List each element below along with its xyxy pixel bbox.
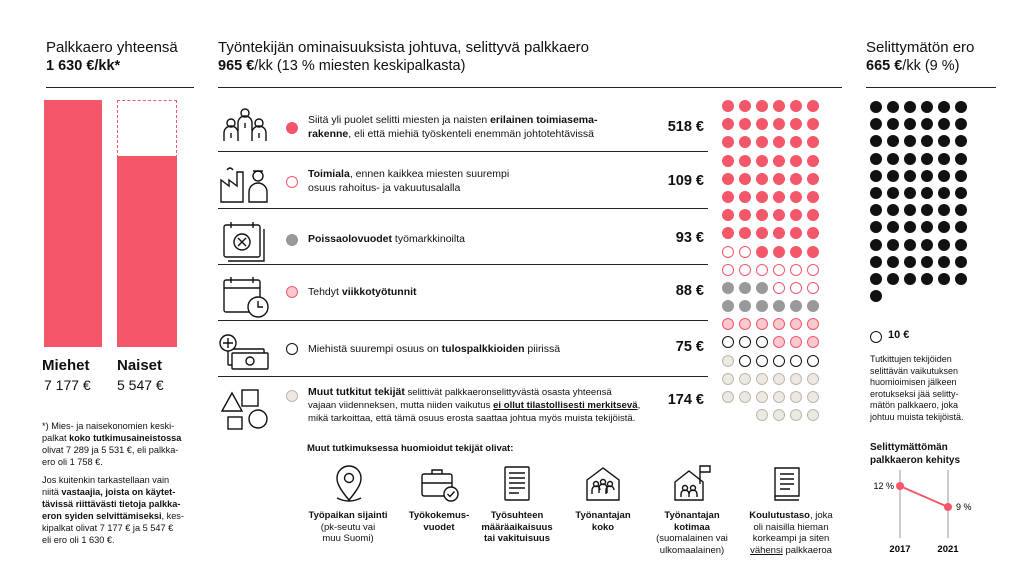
euro-dot — [756, 246, 768, 258]
unexplained-euro-dot — [938, 187, 950, 199]
unexplained-euro-dot — [938, 239, 950, 251]
unexplained-euro-dot — [938, 221, 950, 233]
explained-gap-value: 965 €/kk (13 % miesten keskipalkasta) — [218, 58, 466, 74]
row-divider — [218, 208, 708, 209]
unexplained-euro-dot — [938, 170, 950, 182]
shapes-icon — [218, 387, 272, 431]
unexplained-euro-dot — [921, 101, 933, 113]
unexplained-euro-dot — [921, 153, 933, 165]
unexplained-euro-dot — [904, 170, 916, 182]
explained-gap-title: Työntekijän ominaisuuksista johtuva, selittyvä palkkaero — [218, 39, 590, 56]
euro-dot — [773, 118, 785, 130]
euro-dot — [773, 191, 785, 203]
euro-dot — [756, 118, 768, 130]
unexplained-euro-dot — [955, 118, 967, 130]
unexplained-dot-grid — [870, 101, 967, 302]
unexplained-euro-dot — [955, 170, 967, 182]
unexplained-euro-dot — [870, 135, 882, 147]
left-divider — [46, 87, 194, 88]
row-text: Tehdyt viikkotyötunnit — [308, 286, 417, 298]
euro-dot — [807, 373, 819, 385]
euro-dot — [739, 100, 751, 112]
euro-dot — [739, 300, 751, 312]
euro-dot — [790, 355, 802, 367]
euro-dot — [773, 355, 785, 367]
briefcase-check-icon — [419, 464, 459, 504]
unexplained-euro-dot — [921, 239, 933, 251]
euro-dot — [756, 318, 768, 330]
euro-dot — [790, 209, 802, 221]
unexplained-euro-dot — [870, 170, 882, 182]
euro-dot — [722, 246, 734, 258]
unexplained-euro-dot — [870, 118, 882, 130]
euro-dot — [790, 391, 802, 403]
unexplained-euro-dot — [921, 204, 933, 216]
euro-dot — [773, 318, 785, 330]
unexplained-euro-dot — [938, 273, 950, 285]
unexplained-euro-dot — [870, 290, 882, 302]
unexplained-euro-dot — [904, 239, 916, 251]
euro-dot — [790, 264, 802, 276]
row-divider — [218, 320, 708, 321]
euro-dot — [807, 100, 819, 112]
euro-dot — [739, 318, 751, 330]
unexplained-euro-dot — [955, 204, 967, 216]
unexplained-euro-dot — [904, 204, 916, 216]
euro-dot — [722, 336, 734, 348]
euro-dot — [739, 191, 751, 203]
women-bar — [117, 156, 177, 347]
trend-label-2021: 9 % — [956, 502, 972, 512]
unexplained-euro-dot — [955, 153, 967, 165]
euro-dot — [739, 155, 751, 167]
legend-value: 10 € — [888, 329, 910, 341]
trend-point-2021 — [944, 503, 952, 511]
unexplained-euro-dot — [870, 187, 882, 199]
women-value: 5 547 € — [117, 377, 164, 393]
factor-row-absence — [218, 212, 708, 272]
euro-dot — [722, 373, 734, 385]
unexplained-euro-dot — [921, 118, 933, 130]
euro-dot — [739, 209, 751, 221]
euro-dot — [807, 246, 819, 258]
unexplained-euro-dot — [904, 256, 916, 268]
euro-dot — [807, 318, 819, 330]
euro-dot — [773, 155, 785, 167]
row-value: 518 € — [667, 119, 704, 135]
euro-dot — [807, 173, 819, 185]
row-text: Toimiala, ennen kaikkea miesten suurempi osuus rahoitus- ja vakuutusalalla — [308, 168, 510, 194]
euro-dot — [773, 246, 785, 258]
unexplained-euro-dot — [887, 239, 899, 251]
row-legend-dot — [286, 234, 298, 246]
euro-dot — [790, 118, 802, 130]
unexplained-euro-dot — [921, 187, 933, 199]
trend-title: Selittymättömän palkkaeron kehitys — [870, 442, 961, 466]
euro-dot — [756, 100, 768, 112]
euro-dot — [739, 282, 751, 294]
euro-dot — [807, 282, 819, 294]
euro-dot — [722, 173, 734, 185]
euro-dot — [756, 409, 768, 421]
euro-dot — [739, 118, 751, 130]
euro-dot — [807, 227, 819, 239]
trend-chart — [866, 470, 986, 558]
footnote-2: Jos kuitenkin tarkastellaan vain niitä vastaajia, joista on käytet- tävissä riittävästi tietoja palkka- eron syiden selvittämiseksi, kes- kipalkat olivat 7 177 € ja 5 547 € eli ero oli 1 630 €. — [42, 475, 184, 545]
money-plus-icon — [218, 331, 272, 375]
row-legend-dot — [286, 286, 298, 298]
euro-dot — [807, 391, 819, 403]
euro-dot — [773, 209, 785, 221]
euro-dot — [722, 136, 734, 148]
unexplained-euro-dot — [887, 170, 899, 182]
unexplained-euro-dot — [921, 256, 933, 268]
euro-dot — [739, 246, 751, 258]
euro-dot — [807, 355, 819, 367]
factor-education: Koulutustaso, joka oli naisilla hieman korkeampi ja siten vähensi palkkaeroa — [749, 510, 833, 556]
euro-dot — [790, 191, 802, 203]
euro-dot — [739, 227, 751, 239]
euro-dot — [739, 391, 751, 403]
euro-dot — [739, 373, 751, 385]
unexplained-gap-title: Selittymätön ero — [866, 39, 975, 56]
euro-dot — [773, 100, 785, 112]
euro-dot — [790, 136, 802, 148]
euro-dot — [807, 409, 819, 421]
euro-dot — [807, 300, 819, 312]
row-legend-dot — [286, 176, 298, 188]
unexplained-euro-dot — [921, 273, 933, 285]
building-people-icon — [583, 464, 623, 504]
row-legend-dot — [286, 122, 298, 134]
euro-dot — [756, 191, 768, 203]
euro-dot — [756, 173, 768, 185]
unexplained-euro-dot — [870, 273, 882, 285]
euro-dot — [722, 100, 734, 112]
factor-contract: Työsuhteen määräaikaisuus tai vakituisuus — [481, 510, 553, 544]
unexplained-euro-dot — [904, 273, 916, 285]
euro-dot — [756, 227, 768, 239]
unexplained-euro-dot — [955, 135, 967, 147]
unexplained-euro-dot — [955, 239, 967, 251]
euro-dot — [807, 209, 819, 221]
footnote-1: *) Mies- ja naisekonomien keski- palkat koko tutkimusaineistossa olivat 7 289 ja 5 531 €, eli palkka- ero oli 1 758 €. — [42, 421, 182, 467]
unexplained-euro-dot — [870, 256, 882, 268]
unexplained-euro-dot — [904, 118, 916, 130]
women-label: Naiset — [117, 357, 163, 374]
people-hierarchy-icon — [218, 105, 272, 149]
calendar-clock-icon — [218, 275, 272, 319]
factor-experience: Työkokemus- vuodet — [408, 510, 470, 533]
unexplained-euro-dot — [887, 153, 899, 165]
men-bar — [44, 100, 102, 347]
unexplained-euro-dot — [870, 204, 882, 216]
euro-dot — [756, 355, 768, 367]
unexplained-euro-dot — [955, 273, 967, 285]
unexplained-euro-dot — [904, 187, 916, 199]
unexplained-euro-dot — [870, 239, 882, 251]
euro-dot — [756, 209, 768, 221]
unexplained-euro-dot — [921, 135, 933, 147]
unexplained-euro-dot — [904, 221, 916, 233]
euro-dot — [739, 355, 751, 367]
euro-dot — [790, 336, 802, 348]
euro-dot — [756, 155, 768, 167]
unexplained-euro-dot — [904, 101, 916, 113]
euro-dot — [807, 336, 819, 348]
right-divider — [866, 87, 996, 88]
unexplained-euro-dot — [887, 204, 899, 216]
euro-dot — [790, 318, 802, 330]
euro-dot — [790, 100, 802, 112]
factor-row-other — [218, 380, 708, 436]
row-divider — [218, 151, 708, 152]
book-icon — [767, 464, 807, 504]
euro-dot — [739, 336, 751, 348]
factor-row-bonus — [218, 324, 708, 384]
euro-dot — [773, 373, 785, 385]
unexplained-euro-dot — [955, 221, 967, 233]
euro-dot — [790, 155, 802, 167]
location-pin-icon — [329, 464, 369, 504]
unexplained-euro-dot — [938, 101, 950, 113]
euro-dot — [722, 300, 734, 312]
euro-dot — [773, 282, 785, 294]
row-value: 88 € — [675, 283, 704, 299]
euro-dot — [790, 173, 802, 185]
unexplained-euro-dot — [938, 135, 950, 147]
row-divider — [218, 264, 708, 265]
euro-dot — [722, 391, 734, 403]
unexplained-euro-dot — [870, 153, 882, 165]
euro-dot — [773, 300, 785, 312]
euro-dot — [773, 336, 785, 348]
row-value: 174 € — [667, 392, 704, 408]
euro-dot — [790, 300, 802, 312]
euro-dot — [756, 391, 768, 403]
unexplained-euro-dot — [887, 256, 899, 268]
euro-dot — [722, 264, 734, 276]
unexplained-euro-dot — [870, 221, 882, 233]
euro-dot — [756, 264, 768, 276]
euro-dot — [773, 136, 785, 148]
unexplained-euro-dot — [938, 256, 950, 268]
factor-size: Työnantajan koko — [575, 510, 631, 533]
unexplained-euro-dot — [955, 187, 967, 199]
euro-dot — [739, 173, 751, 185]
unexplained-euro-dot — [938, 153, 950, 165]
total-gap-value: 1 630 €/kk* — [46, 58, 121, 74]
calendar-x-icon — [218, 219, 272, 263]
unexplained-description: Tutkittujen tekijöiden selittävän vaikutuksen huomioimisen jälkeen erotukseksi jää selitty- mätön palkkaero, joka johtuu muista tekijöistä. — [870, 354, 964, 422]
euro-dot — [807, 264, 819, 276]
unexplained-euro-dot — [955, 256, 967, 268]
unexplained-euro-dot — [887, 273, 899, 285]
unexplained-euro-dot — [887, 101, 899, 113]
unexplained-euro-dot — [938, 118, 950, 130]
row-value: 75 € — [675, 339, 704, 355]
unexplained-euro-dot — [870, 101, 882, 113]
euro-dot — [756, 336, 768, 348]
trend-line — [900, 486, 948, 507]
legend-dot — [870, 331, 882, 343]
factor-row-hours — [218, 268, 708, 328]
row-value: 109 € — [667, 173, 704, 189]
unexplained-euro-dot — [938, 204, 950, 216]
euro-dot — [773, 173, 785, 185]
euro-dot — [773, 227, 785, 239]
euro-dot — [790, 246, 802, 258]
row-legend-dot — [286, 343, 298, 355]
euro-dot — [773, 264, 785, 276]
euro-dot — [722, 155, 734, 167]
unexplained-euro-dot — [887, 135, 899, 147]
euro-dot — [722, 191, 734, 203]
euro-dot — [739, 136, 751, 148]
euro-dot — [756, 282, 768, 294]
trend-year-2017: 2017 — [889, 544, 911, 555]
euro-dot — [722, 209, 734, 221]
euro-dot — [790, 282, 802, 294]
euro-dot — [722, 282, 734, 294]
factory-worker-icon — [218, 162, 272, 206]
factor-row-industry — [218, 155, 708, 215]
trend-label-2017: 12 % — [873, 481, 894, 491]
row-value: 93 € — [675, 230, 704, 246]
euro-dot — [807, 136, 819, 148]
men-label: Miehet — [42, 357, 90, 374]
women-bar-missing — [117, 100, 177, 158]
row-text: Poissaolovuodet työmarkkinoilta — [308, 233, 465, 245]
euro-dot — [807, 155, 819, 167]
euro-dot — [790, 227, 802, 239]
row-legend-dot — [286, 390, 298, 402]
euro-dot — [790, 409, 802, 421]
euro-dot — [722, 227, 734, 239]
euro-dot — [773, 409, 785, 421]
house-flag-icon — [672, 464, 712, 504]
euro-dot — [756, 373, 768, 385]
other-factors-title: Muut tutkimuksessa huomioidut tekijät olivat: — [307, 443, 514, 454]
contract-icon — [497, 464, 537, 504]
euro-dot — [756, 300, 768, 312]
explained-dot-grid — [722, 100, 819, 421]
euro-dot — [722, 318, 734, 330]
euro-dot — [722, 118, 734, 130]
middle-divider — [218, 87, 842, 88]
row-text: Siitä yli puolet selitti miesten ja naisten erilainen toimiasema- rakenne, eli että miehiä työskenteli enemmän johtotehtävissä — [308, 114, 598, 140]
unexplained-euro-dot — [904, 135, 916, 147]
men-value: 7 177 € — [44, 377, 91, 393]
euro-dot — [756, 136, 768, 148]
factor-country: Työnantajan kotimaa (suomalainen vai ulkomaalainen) — [656, 510, 728, 556]
euro-dot — [807, 191, 819, 203]
row-divider — [218, 376, 708, 377]
row-text: Miehistä suurempi osuus on tulospalkkioiden piirissä — [308, 343, 561, 355]
euro-dot — [722, 355, 734, 367]
trend-year-2021: 2021 — [937, 544, 959, 555]
euro-dot — [807, 118, 819, 130]
trend-point-2017 — [896, 482, 904, 490]
factor-location: Työpaikan sijainti (pk-seutu vai muu Suomi) — [308, 510, 388, 544]
row-text: Muut tutkitut tekijät selittivät palkkaeronselittyvästä osasta yhteensä vajaan viidenneksen, mutta niiden vaikutus ei ollut tilastollisesti merkitsevä, mikä tarkoittaa, että tämä osuus erosta saattaa johtua myös muista tekijöistä. — [308, 386, 641, 424]
unexplained-gap-value: 665 €/kk (9 %) — [866, 58, 960, 74]
unexplained-euro-dot — [955, 101, 967, 113]
total-gap-title: Palkkaero yhteensä — [46, 39, 178, 56]
unexplained-euro-dot — [887, 187, 899, 199]
euro-dot — [773, 391, 785, 403]
factor-row-position — [218, 98, 708, 158]
euro-dot — [790, 373, 802, 385]
unexplained-euro-dot — [887, 221, 899, 233]
unexplained-euro-dot — [904, 153, 916, 165]
unexplained-euro-dot — [921, 221, 933, 233]
euro-dot — [739, 264, 751, 276]
unexplained-euro-dot — [887, 118, 899, 130]
unexplained-euro-dot — [921, 170, 933, 182]
